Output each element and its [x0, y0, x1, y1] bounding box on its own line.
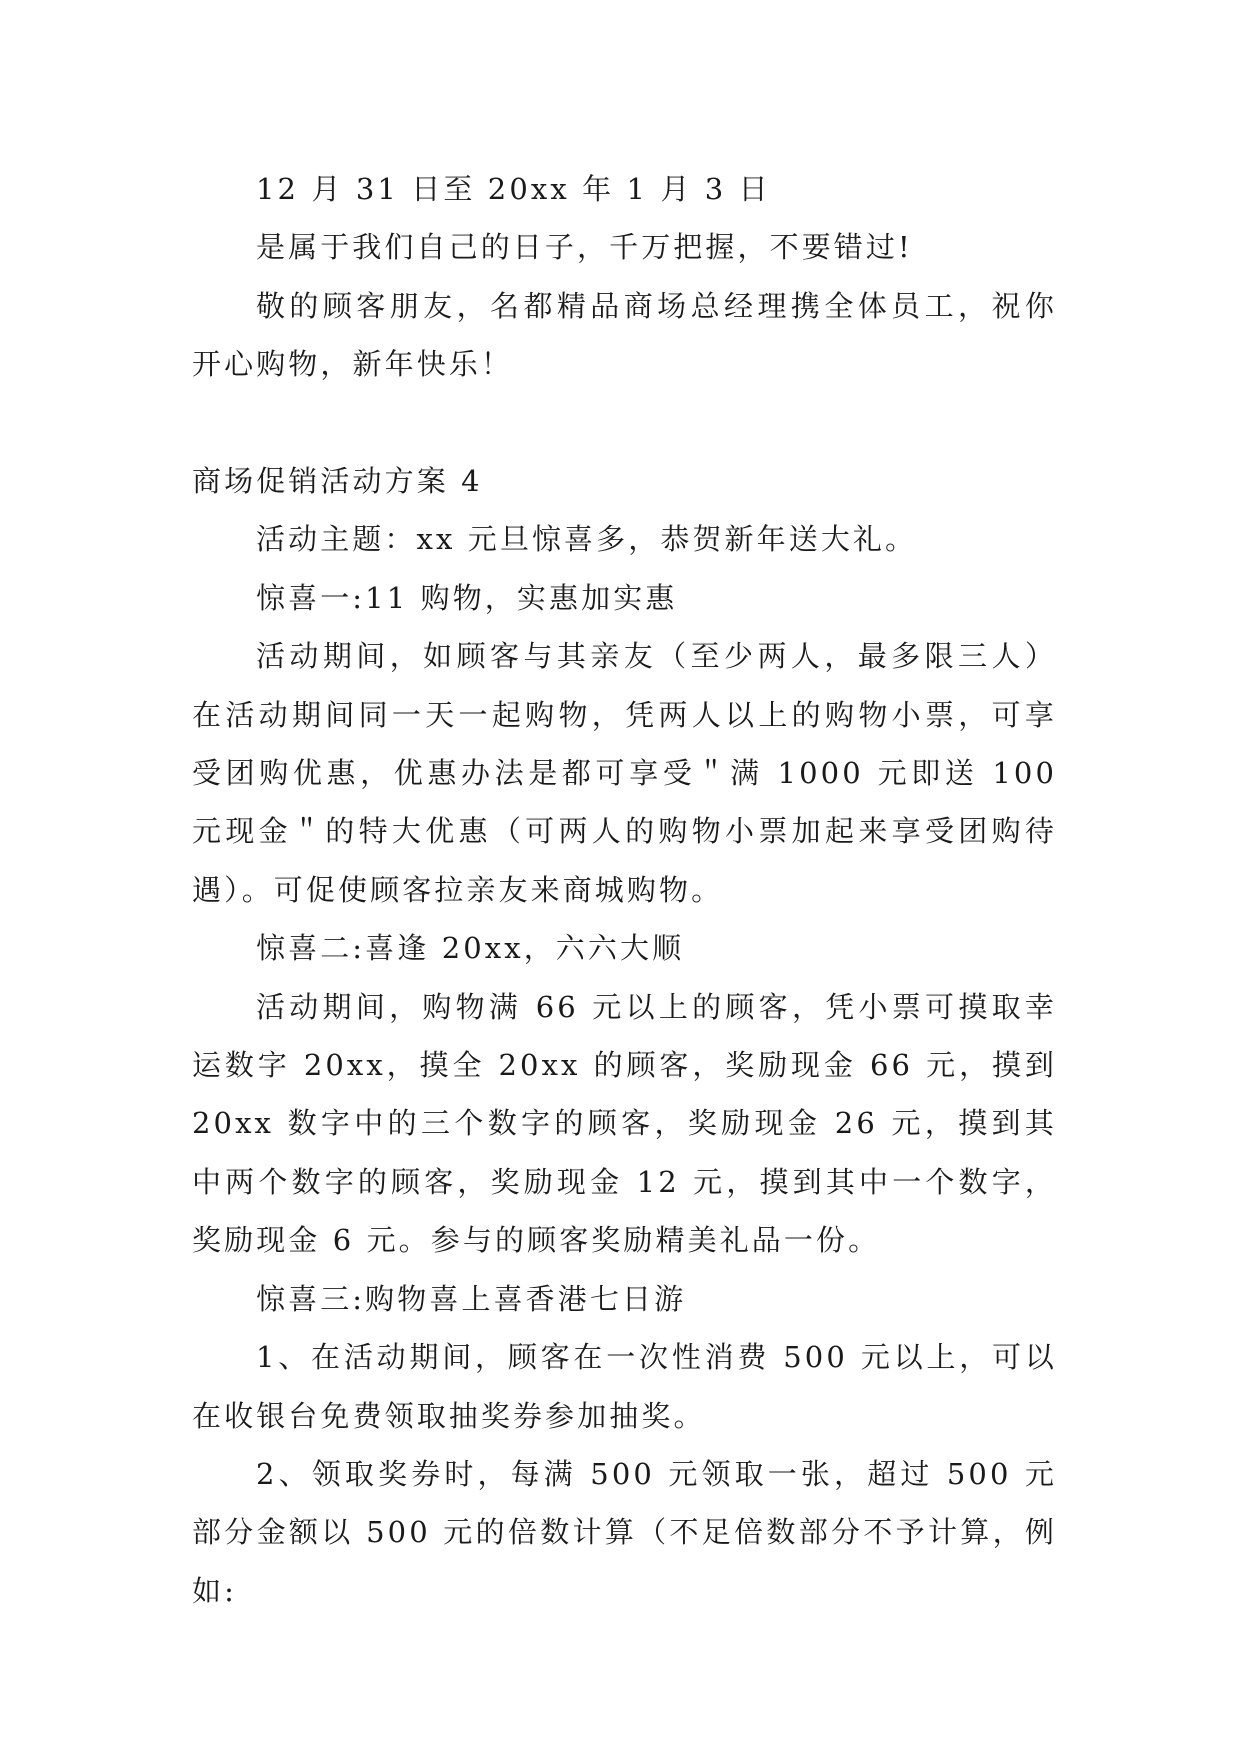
rule-two-paragraph: 2、领取奖券时，每满 500 元领取一张，超过 500 元部分金额以 500 元的倍数计算（不足倍数部分不予计算，例如: — [192, 1456, 1057, 1608]
section-heading: 商场促销活动方案 4 — [192, 464, 483, 499]
date-range-paragraph: 12 月 31 日至 20xx 年 1 月 3 日 — [256, 172, 771, 206]
reminder-paragraph: 是属于我们自己的日子，千万把握，不要错过! — [256, 230, 913, 265]
surprise-two-heading: 惊喜二:喜逢 20xx，六六大顺 — [256, 931, 685, 966]
document-body — [192, 160, 1057, 1620]
surprise-one-paragraph: 活动期间，如顾客与其亲友（至少两人，最多限三人）在活动期间同一天一起购物，凭两人以上的购物小票，可享受团购优惠，优惠办法是都可享受＂满 1000 元即送 100 元现金＂的特大优惠（可两人的购物小票加起来享受团购待遇）。可促使顾客拉亲友来商城购物。 — [192, 639, 1057, 907]
greeting-paragraph: 敬的顾客朋友，名都精品商场总经理携全体员工，祝你开心购物，新年快乐！ — [192, 288, 1057, 382]
surprise-three-heading: 惊喜三:购物喜上喜香港七日游 — [256, 1281, 687, 1316]
activity-theme-paragraph: 活动主题：xx 元旦惊喜多，恭贺新年送大礼。 — [256, 522, 918, 557]
surprise-two-paragraph: 活动期间，购物满 66 元以上的顾客，凭小票可摸取幸运数字 20xx，摸全 20xx 的顾客，奖励现金 66 元，摸到 20xx 数字中的三个数字的顾客，奖励现金 26 元，摸到其中两个数字的顾客，奖励现金 12 元，摸到其中一个数字，奖励现金 6 元。参与的顾客奖励精美礼品一份。 — [192, 989, 1057, 1258]
surprise-one-heading: 惊喜一:11 购物，实惠加实惠 — [256, 580, 678, 615]
rule-one-paragraph: 1、在活动期间，顾客在一次性消费 500 元以上，可以在收银台免费领取抽奖券参加抽奖。 — [192, 1340, 1057, 1433]
